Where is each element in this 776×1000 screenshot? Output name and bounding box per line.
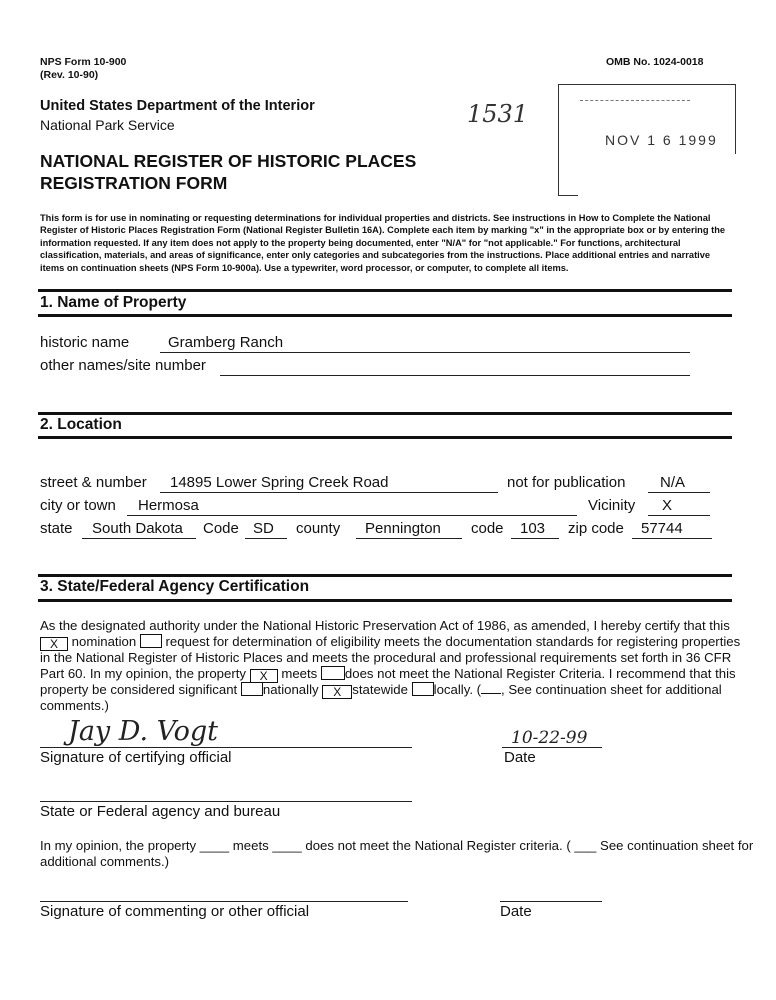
state-code-label: Code xyxy=(203,520,239,537)
nationally-checkbox[interactable] xyxy=(241,682,263,696)
locally-checkbox[interactable] xyxy=(412,682,434,696)
historic-name-field[interactable]: Gramberg Ranch xyxy=(168,334,284,351)
request-label: request for determination of eligibility meets the documentation standards for registering properties xyxy=(165,634,741,649)
county-code-field[interactable]: 103 xyxy=(520,520,546,537)
state-label: state xyxy=(40,520,73,537)
certification-line2 xyxy=(40,634,740,651)
agency-label: State or Federal agency and bureau xyxy=(40,803,281,820)
signature-label: Signature of certifying official xyxy=(40,749,232,766)
date-label: Date xyxy=(504,749,536,766)
nomination-label: nomination xyxy=(71,634,137,649)
form-number: NPS Form 10-900 xyxy=(40,56,127,68)
handwritten-date: 10-22-99 xyxy=(511,728,588,748)
county-field[interactable]: Pennington xyxy=(365,520,441,537)
nationally-label: nationally xyxy=(262,682,319,697)
instructions-text: This form is for use in nominating or requesting determinations for individual properties and districts. See instructions in How to Complete the National Register of Historic Places Registration Form (National Register Bulletin 16A). Complete each item by marking "x" in the appropriate box or by entering the information requested. If any item does not apply to the property being documented, enter "N/A" for "not applicable." For functions, architectural classification, materials, and areas of significance, enter only categories and subcategories from the instructions. Place additional entries and narrative items on continuation sheets (NPS Form 10-900a). Use a typewriter, word processor, or computer, to complete all items. xyxy=(40,213,726,273)
form-title-line1: NATIONAL REGISTER OF HISTORIC PLACES xyxy=(40,151,417,171)
certification-line6: comments.) xyxy=(40,698,109,713)
certification-line5 xyxy=(40,682,722,699)
commenting-official-label: Signature of commenting or other official xyxy=(40,903,310,920)
request-checkbox[interactable] xyxy=(140,634,162,648)
form-revision: (Rev. 10-90) xyxy=(40,69,99,81)
does-not-meet-checkbox[interactable] xyxy=(321,666,345,680)
historic-name-label: historic name xyxy=(40,334,130,351)
certification-line4 xyxy=(40,666,736,683)
certification-line3: in the National Register of Historic Places and meets the procedural and professional requirements set forth in 36 CFR xyxy=(40,650,732,665)
statewide-checkbox[interactable]: X xyxy=(322,685,352,699)
certification-line1: As the designated authority under the National Historic Preservation Act of 1986, as amended, I hereby certify that this xyxy=(40,618,730,633)
meets-checkbox[interactable]: X xyxy=(250,669,278,683)
service-name: National Park Service xyxy=(40,117,175,133)
property-opinion-label: Part 60. In my opinion, the property xyxy=(40,666,246,681)
city-label: city or town xyxy=(40,497,116,514)
section2-heading: 2. Location xyxy=(40,416,122,433)
section3-heading: 3. State/Federal Agency Certification xyxy=(40,578,310,595)
state-code-field[interactable]: SD xyxy=(253,520,274,537)
vicinity-label: Vicinity xyxy=(588,497,636,514)
omb-number: OMB No. 1024-0018 xyxy=(606,56,704,68)
section1-heading: 1. Name of Property xyxy=(40,294,187,311)
street-field[interactable]: 14895 Lower Spring Creek Road xyxy=(170,474,389,491)
opinion-line1: In my opinion, the property ____ meets ____ does not meet the National Register criteria. ( ___ See continuation sheet for xyxy=(40,838,754,853)
state-field[interactable]: South Dakota xyxy=(92,520,183,537)
not-for-publication-label: not for publication xyxy=(507,474,626,491)
handwritten-signature: Jay D. Vogt xyxy=(68,716,219,747)
street-label: street & number xyxy=(40,474,147,491)
zip-code-field[interactable]: 57744 xyxy=(641,520,683,537)
opinion-line2: additional comments.) xyxy=(40,854,170,869)
meets-label: meets xyxy=(281,666,318,681)
not-for-publication-field[interactable]: N/A xyxy=(660,474,686,491)
county-label: county xyxy=(296,520,341,537)
county-code-label: code xyxy=(471,520,504,537)
nomination-checkbox[interactable]: X xyxy=(40,637,68,651)
significance-label: property be considered significant xyxy=(40,682,238,697)
handwritten-reference-number: 1531 xyxy=(467,100,529,128)
vicinity-field[interactable]: X xyxy=(662,497,673,514)
date2-label: Date xyxy=(500,903,532,920)
continuation-label: , See continuation sheet for additional xyxy=(501,682,722,697)
locally-label: locally. ( xyxy=(433,682,482,697)
department-name: United States Department of the Interior xyxy=(40,98,315,114)
statewide-label: statewide xyxy=(352,682,408,697)
form-title-line2: REGISTRATION FORM xyxy=(40,173,228,193)
zip-code-label: zip code xyxy=(568,520,624,537)
stamp-date: NOV 1 6 1999 xyxy=(605,132,718,148)
city-field[interactable]: Hermosa xyxy=(138,497,199,514)
continuation-blank[interactable] xyxy=(481,683,501,694)
other-names-label: other names/site number xyxy=(40,357,206,374)
does-not-meet-label: does not meet the National Register Criteria. I recommend that this xyxy=(344,666,736,681)
